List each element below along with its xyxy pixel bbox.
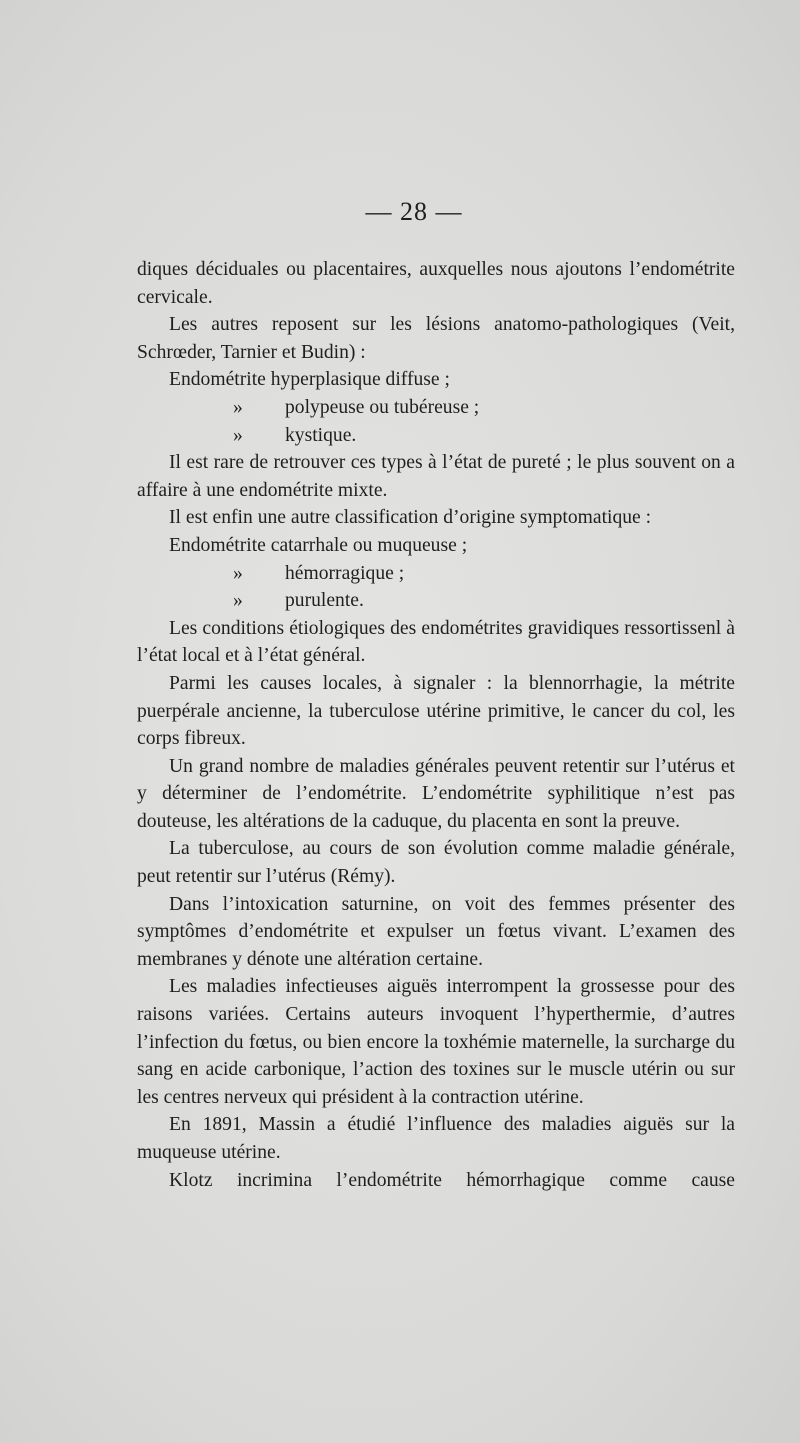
- page-number: — 28 —: [365, 197, 463, 226]
- list-item-3: [137, 422, 735, 450]
- ditto-mark: »: [233, 396, 243, 418]
- list-item-1: Endométrite hyperplasique diffuse ;: [169, 369, 450, 391]
- paragraph-9: Dans l’intoxication saturnine, on voit des femmes présenter des symptômes d’endométrite et expulser un fœtus vivant. L’examen des membranes y dénote une altération certaine.: [137, 893, 735, 970]
- list-item-2-text: polypeuse ou tubéreuse ;: [285, 396, 480, 418]
- paragraph-4: Il est enfin une autre classification d’origine symptomatique :: [169, 507, 652, 529]
- list-item-6: [137, 587, 735, 615]
- paragraph-11: En 1891, Massin a étudié l’influence des maladies aiguës sur la muqueuse utérine.: [137, 1114, 735, 1163]
- body-text: [137, 256, 735, 1194]
- list-item-2: [137, 394, 735, 422]
- list-item-6-text: purulente.: [285, 590, 364, 612]
- list-item-3-text: kystique.: [285, 424, 357, 446]
- paragraph-12: Klotz incrimina l’endométrite hémorrhagique comme cause: [169, 1169, 735, 1191]
- paragraph-5: Les conditions étiologiques des endométrites gravidiques ressortissenl à l’état local et à l’état général.: [137, 617, 735, 667]
- list-item-5-text: hémorragique ;: [285, 562, 405, 584]
- list-item-5: [137, 560, 735, 588]
- paragraph-8: La tuberculose, au cours de son évolution comme maladie générale, peut retentir sur l’utérus (Rémy).: [137, 838, 735, 888]
- ditto-mark: »: [233, 590, 243, 612]
- paragraph-1: diques déciduales ou placentaires, auxquelles nous ajoutons l’endométrite cervicale.: [137, 259, 735, 308]
- paragraph-6: Parmi les causes locales, à signaler : la blennorrhagie, la métrite puerpérale ancienne, la tuberculose utérine primitive, le cancer du col, les corps fibreux.: [137, 672, 735, 750]
- ditto-mark: »: [233, 424, 243, 446]
- ditto-mark: »: [233, 562, 243, 584]
- paragraph-3: Il est rare de retrouver ces types à l’état de pureté ; le plus souvent on a affaire à une endométrite mixte.: [137, 452, 735, 501]
- paragraph-7: Un grand nombre de maladies générales peuvent retentir sur l’utérus et y déterminer de l’endométrite. L’endométrite syphilitique n’est pas douteuse, les altérations de la caduque, du placenta en sont la preuve.: [137, 755, 735, 832]
- list-item-4: Endométrite catarrhale ou muqueuse ;: [169, 534, 468, 556]
- paragraph-2: Les autres reposent sur les lésions anatomo-pathologiques (Veit, Schrœder, Tarnier et Budin) :: [137, 314, 735, 363]
- paragraph-10: Les maladies infectieuses aiguës interrompent la grossesse pour des raisons variées. Certains auteurs invoquent l’hyperthermie, d’autres l’infection du fœtus, ou bien encore la toxhémie maternelle, la surcharge du sang en acide carbonique, l’action des toxines sur le muscle utérin ou sur les centres nerveux qui président à la contraction utérine.: [137, 976, 735, 1108]
